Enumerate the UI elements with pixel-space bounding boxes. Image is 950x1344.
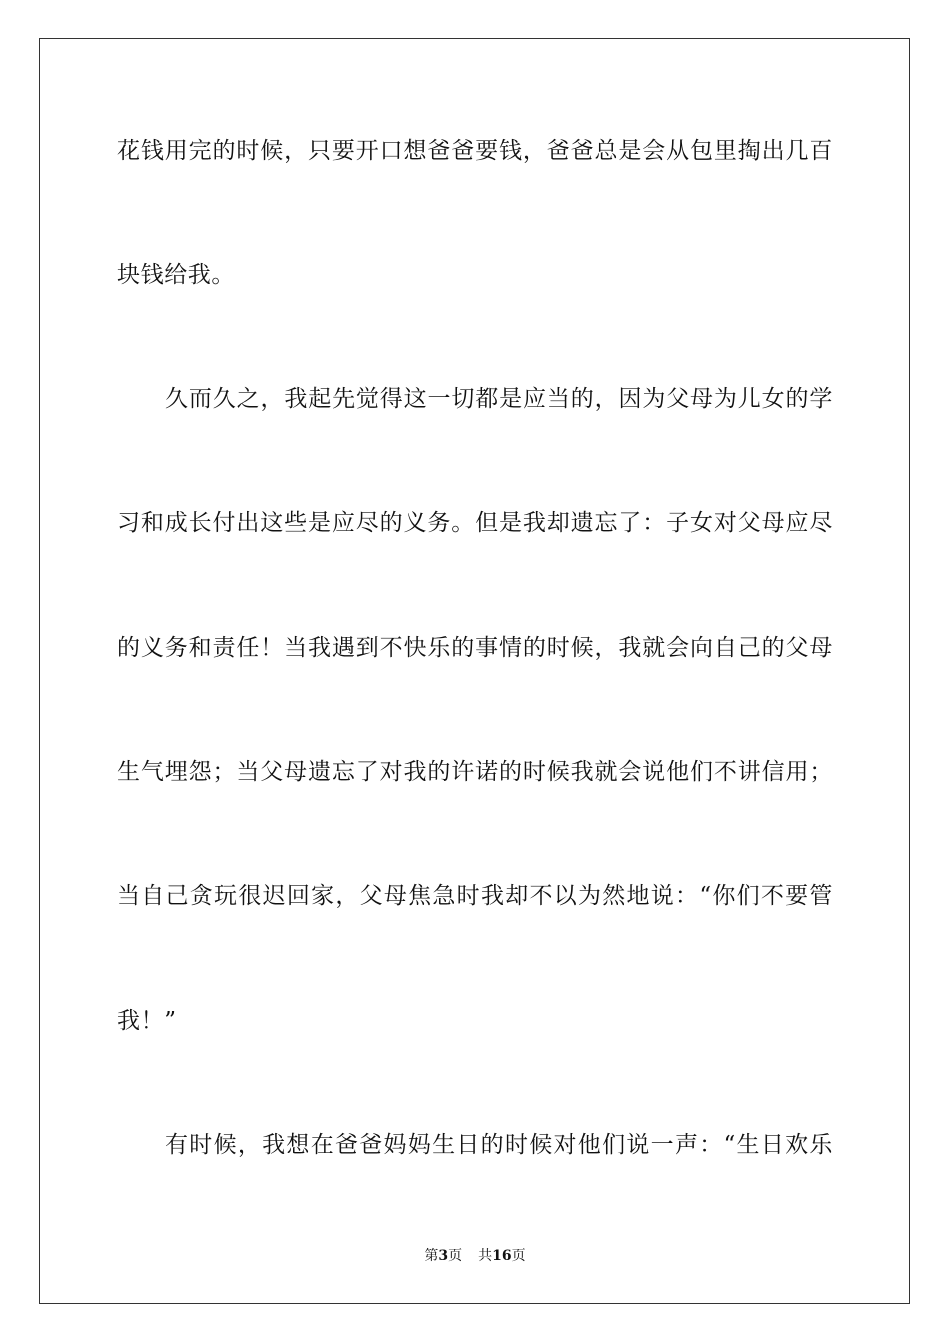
paragraph-line: 习和成长付出这些是应尽的义务。但是我却遗忘了：子女对父母应尽 — [117, 510, 833, 536]
paragraph-line: 我！” — [117, 1008, 177, 1034]
page-footer — [0, 1247, 950, 1265]
paragraph-line: 生气埋怨；当父母遗忘了对我的许诺的时候我就会说他们不讲信用； — [117, 759, 833, 785]
page-prefix: 第 — [424, 1248, 439, 1264]
page-frame — [39, 38, 910, 1304]
paragraph-line: 块钱给我。 — [117, 262, 235, 288]
page-number: 3 — [438, 1248, 449, 1264]
paragraph-line: 的义务和责任！当我遇到不快乐的事情的时候，我就会向自己的父母 — [117, 635, 833, 661]
paragraph-line: 有时候，我想在爸爸妈妈生日的时候对他们说一声：“生日欢乐 — [165, 1132, 833, 1158]
total-prefix: 共 — [478, 1248, 493, 1264]
paragraph-line: 当自己贪玩很迟回家，父母焦急时我却不以为然地说：“你们不要管 — [117, 883, 833, 909]
paragraph-line: 久而久之，我起先觉得这一切都是应当的，因为父母为儿女的学 — [165, 386, 833, 412]
page-suffix: 页 — [448, 1248, 463, 1264]
total-pages: 16 — [492, 1248, 512, 1264]
paragraph-line: 花钱用完的时候，只要开口想爸爸要钱，爸爸总是会从包里掏出几百 — [117, 138, 833, 164]
total-suffix: 页 — [511, 1248, 526, 1264]
